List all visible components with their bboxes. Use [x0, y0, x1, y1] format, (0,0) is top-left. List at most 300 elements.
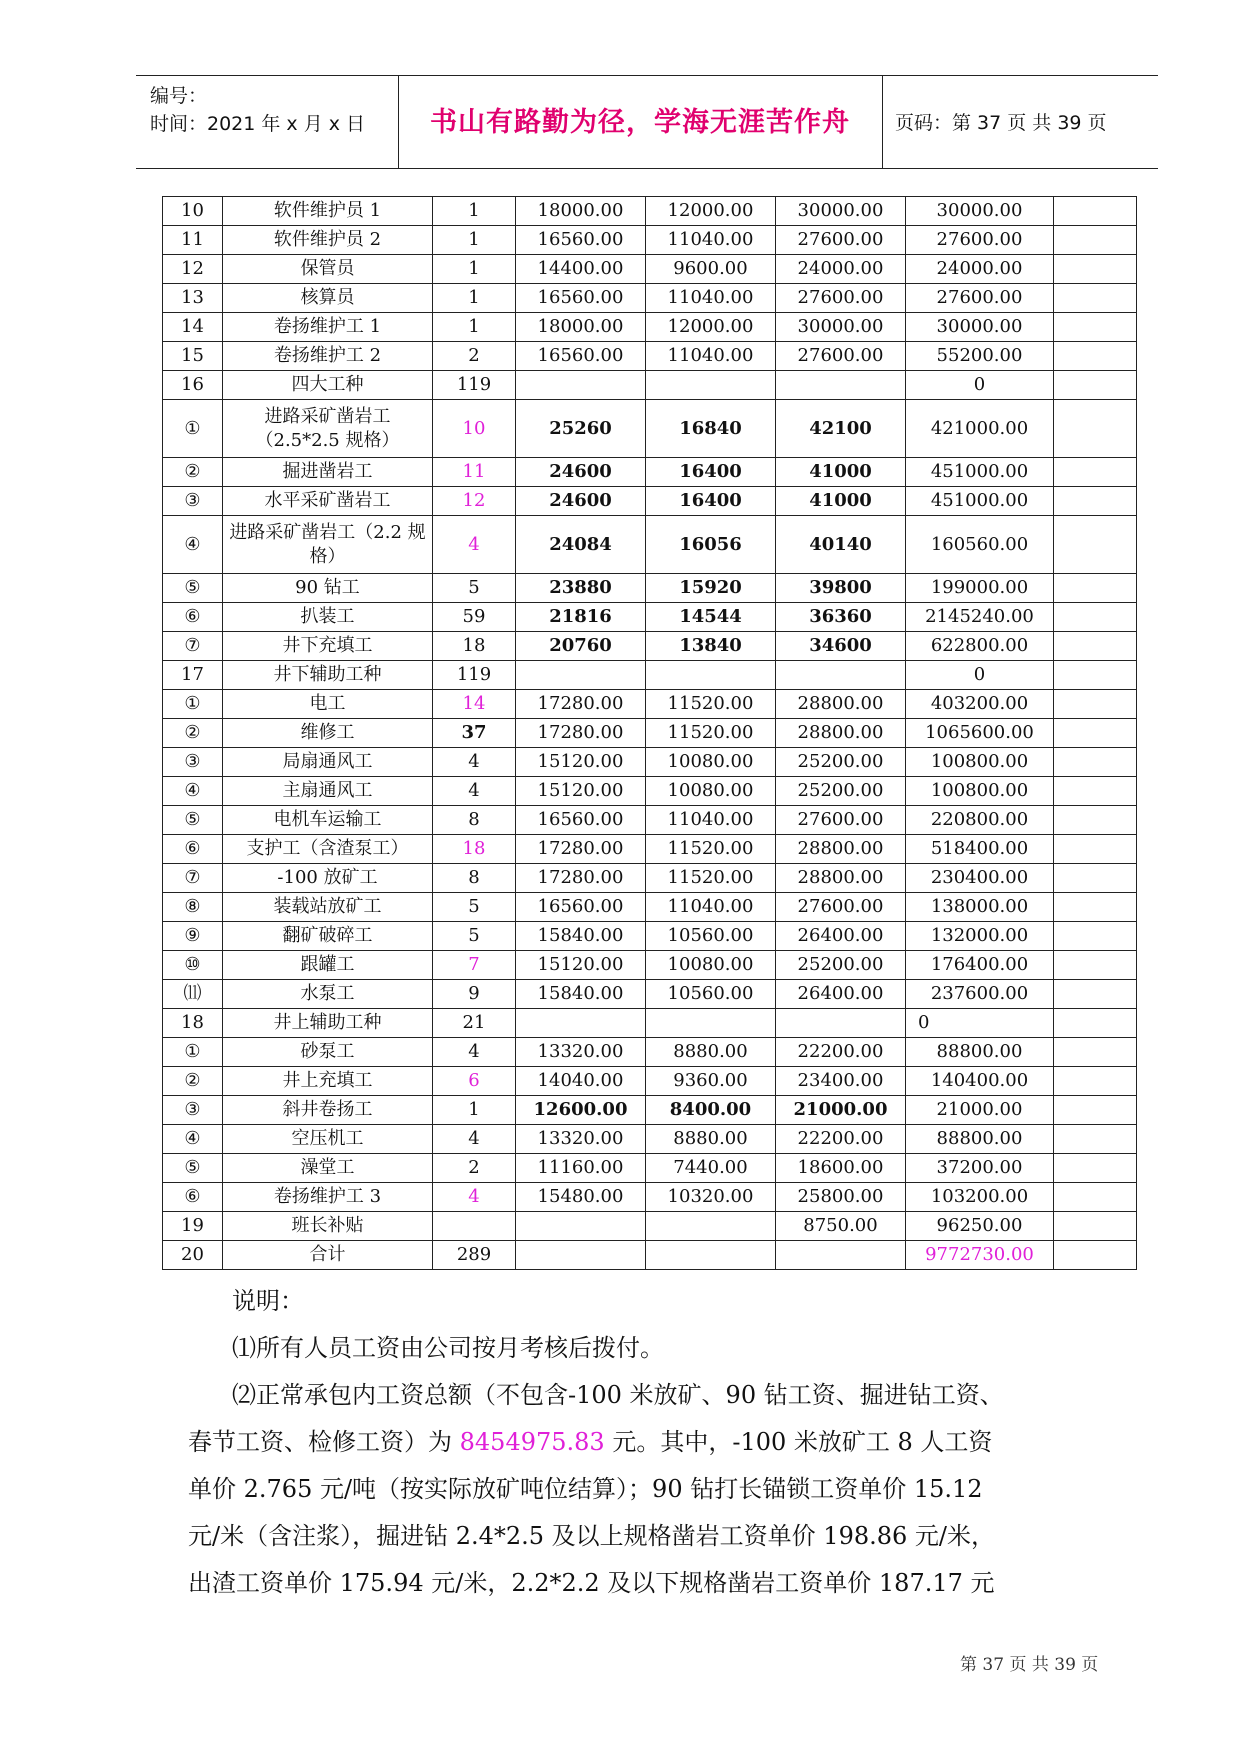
cell-index: ④: [163, 516, 223, 574]
cell-amount-c: 26400.00: [776, 980, 906, 1009]
cell-amount-b: 7440.00: [646, 1154, 776, 1183]
cell-index: ①: [163, 1038, 223, 1067]
header-divider-right: [882, 75, 883, 168]
cell-name: 水平采矿凿岩工: [223, 487, 433, 516]
cell-name: 维修工: [223, 719, 433, 748]
cell-amount-a: 15120.00: [516, 777, 646, 806]
cell-name: 砂泵工: [223, 1038, 433, 1067]
note-item-2-line-5: 出渣工资单价 175.94 元/米，2.2*2.2 及以下规格凿岩工资单价 187.17 元: [188, 1569, 995, 1597]
table-row: [163, 284, 1137, 313]
header-page-label: 页码：第 37 页 共 39 页: [895, 112, 1107, 134]
cell-amount-c: 28800.00: [776, 864, 906, 893]
cell-amount-c: 22200.00: [776, 1125, 906, 1154]
cell-amount-c: 26400.00: [776, 922, 906, 951]
cell-amount-c: 23400.00: [776, 1067, 906, 1096]
cell-amount-c: 25200.00: [776, 748, 906, 777]
cell-amount-b: 16400: [646, 458, 776, 487]
cell-amount-b: 11040.00: [646, 342, 776, 371]
cell-amount-a: 20760: [516, 632, 646, 661]
table-row: [163, 371, 1137, 400]
cell-count: 4: [433, 516, 516, 574]
cell-amount-c: 21000.00: [776, 1096, 906, 1125]
cell-name: 井上充填工: [223, 1067, 433, 1096]
table-row: [163, 632, 1137, 661]
cell-amount-c: 41000: [776, 487, 906, 516]
cell-remark: [1054, 1241, 1137, 1270]
cell-index: 19: [163, 1212, 223, 1241]
cell-amount-a: 16560.00: [516, 806, 646, 835]
header-divider-left: [398, 75, 399, 168]
table-row: [163, 1183, 1137, 1212]
cell-amount-c: 22200.00: [776, 1038, 906, 1067]
cell-name: 澡堂工: [223, 1154, 433, 1183]
cell-amount-c: 30000.00: [776, 313, 906, 342]
cell-amount-b: 11520.00: [646, 690, 776, 719]
table-row: [163, 487, 1137, 516]
cell-count: 1: [433, 313, 516, 342]
header-bottom-rule: [136, 168, 1158, 169]
cell-count: 4: [433, 1183, 516, 1212]
cell-amount-a: 25260: [516, 400, 646, 458]
cell-index: ④: [163, 777, 223, 806]
cell-amount-c: 25800.00: [776, 1183, 906, 1212]
cell-amount-a: 21816: [516, 603, 646, 632]
cell-index: ⑤: [163, 1154, 223, 1183]
cell-amount-c: 28800.00: [776, 719, 906, 748]
note-text: 元。其中，-100 米放矿工 8 人工资: [604, 1428, 993, 1456]
table-row: [163, 458, 1137, 487]
cell-remark: [1054, 1038, 1137, 1067]
cell-remark: [1054, 197, 1137, 226]
header-top-rule: [136, 75, 1158, 76]
cell-index: ⑧: [163, 893, 223, 922]
table-row: [163, 951, 1137, 980]
cell-count: 8: [433, 864, 516, 893]
cell-index: ②: [163, 719, 223, 748]
cell-count: 2: [433, 1154, 516, 1183]
cell-remark: [1054, 1067, 1137, 1096]
cell-amount-c: 39800: [776, 574, 906, 603]
cell-amount-b: 8880.00: [646, 1125, 776, 1154]
cell-remark: [1054, 777, 1137, 806]
cell-amount-b: 14544: [646, 603, 776, 632]
table-row: [163, 1212, 1137, 1241]
cell-name: 局扇通风工: [223, 748, 433, 777]
cell-name: 装载站放矿工: [223, 893, 433, 922]
cell-amount-c: 25200.00: [776, 777, 906, 806]
cell-amount-b: 11520.00: [646, 835, 776, 864]
cell-remark: [1054, 1154, 1137, 1183]
cell-name: 进路采矿凿岩工（2.5*2.5 规格）: [223, 400, 433, 458]
table-row: [163, 922, 1137, 951]
table-row: [163, 574, 1137, 603]
cell-count: 59: [433, 603, 516, 632]
cell-total: 622800.00: [906, 632, 1054, 661]
cell-count: 4: [433, 1038, 516, 1067]
cell-remark: [1054, 574, 1137, 603]
cell-total: 518400.00: [906, 835, 1054, 864]
cell-count: 1: [433, 284, 516, 313]
cell-name: 卷扬维护工 2: [223, 342, 433, 371]
table-row: [163, 777, 1137, 806]
cell-index: 13: [163, 284, 223, 313]
cell-index: 10: [163, 197, 223, 226]
table-row: [163, 893, 1137, 922]
cell-index: 12: [163, 255, 223, 284]
cell-remark: [1054, 516, 1137, 574]
cell-count: 37: [433, 719, 516, 748]
cell-amount-a: 18000.00: [516, 197, 646, 226]
cell-name: 卷扬维护工 3: [223, 1183, 433, 1212]
cell-amount-a: 15120.00: [516, 748, 646, 777]
cell-name: 空压机工: [223, 1125, 433, 1154]
cell-total: 21000.00: [906, 1096, 1054, 1125]
cell-name: 四大工种: [223, 371, 433, 400]
cell-amount-c: 36360: [776, 603, 906, 632]
cell-total: 96250.00: [906, 1212, 1054, 1241]
cell-amount-b: 11040.00: [646, 226, 776, 255]
cell-name: 水泵工: [223, 980, 433, 1009]
cell-count: 289: [433, 1241, 516, 1270]
table-row: [163, 1241, 1137, 1270]
note-item-2-line-3: 单价 2.765 元/吨（按实际放矿吨位结算）；90 钻打长锚锁工资单价 15.12: [188, 1475, 983, 1503]
cell-count: 1: [433, 255, 516, 284]
cell-amount-c: 28800.00: [776, 835, 906, 864]
cell-name: 掘进凿岩工: [223, 458, 433, 487]
cell-count: 5: [433, 922, 516, 951]
header-motto: 书山有路勤为径，学海无涯苦作舟: [430, 107, 850, 138]
cell-name: 核算员: [223, 284, 433, 313]
cell-count: 4: [433, 748, 516, 777]
cell-name: 支护工（含渣泵工）: [223, 835, 433, 864]
cell-amount-b: 10080.00: [646, 777, 776, 806]
cell-amount-b: 11040.00: [646, 893, 776, 922]
cell-amount-b: 12000.00: [646, 197, 776, 226]
cell-count: [433, 1212, 516, 1241]
cell-index: ②: [163, 458, 223, 487]
cell-name: 班长补贴: [223, 1212, 433, 1241]
cell-count: 1: [433, 226, 516, 255]
cell-total: 237600.00: [906, 980, 1054, 1009]
table-row: [163, 864, 1137, 893]
cell-remark: [1054, 400, 1137, 458]
notes-section: [188, 1278, 1138, 1607]
cell-count: 7: [433, 951, 516, 980]
cell-count: 14: [433, 690, 516, 719]
cell-amount-c: 42100: [776, 400, 906, 458]
cell-amount-b: 9600.00: [646, 255, 776, 284]
cell-index: ①: [163, 400, 223, 458]
cell-amount-a: [516, 661, 646, 690]
cell-count: 4: [433, 777, 516, 806]
cell-amount-a: 18000.00: [516, 313, 646, 342]
note-item-2-line-1: ⑵正常承包内工资总额（不包含-100 米放矿、90 钻工资、掘进钻工资、: [232, 1381, 1004, 1409]
cell-amount-a: 15840.00: [516, 922, 646, 951]
cell-index: ⑦: [163, 864, 223, 893]
cell-amount-c: 41000: [776, 458, 906, 487]
cell-total: 88800.00: [906, 1038, 1054, 1067]
table-row: [163, 719, 1137, 748]
cell-amount-a: 15840.00: [516, 980, 646, 1009]
note-item-1: ⑴所有人员工资由公司按月考核后拨付。: [232, 1334, 664, 1362]
cell-amount-b: 16056: [646, 516, 776, 574]
cell-count: 21: [433, 1009, 516, 1038]
cell-name: 跟罐工: [223, 951, 433, 980]
cell-remark: [1054, 487, 1137, 516]
note-item-2-line-2: [188, 1419, 1138, 1466]
cell-amount-b: 11520.00: [646, 864, 776, 893]
cell-amount-c: 40140: [776, 516, 906, 574]
cell-count: 2: [433, 342, 516, 371]
cell-remark: [1054, 603, 1137, 632]
cell-count: 10: [433, 400, 516, 458]
table-row: [163, 661, 1137, 690]
cell-total: 27600.00: [906, 284, 1054, 313]
cell-remark: [1054, 313, 1137, 342]
note-item-2-line-4: 元/米（含注浆），掘进钻 2.4*2.5 及以上规格凿岩工资单价 198.86 元/米，: [188, 1522, 995, 1550]
cell-amount-c: 27600.00: [776, 226, 906, 255]
cell-total: 140400.00: [906, 1067, 1054, 1096]
cell-name: 扒装工: [223, 603, 433, 632]
table-row: [163, 197, 1137, 226]
cell-amount-a: [516, 1241, 646, 1270]
time-label: 时间：2021 年 x 月 x 日: [150, 113, 366, 135]
cell-total: 160560.00: [906, 516, 1054, 574]
cell-total: 30000.00: [906, 197, 1054, 226]
cell-index: 18: [163, 1009, 223, 1038]
cell-amount-a: 14040.00: [516, 1067, 646, 1096]
cell-amount-b: [646, 371, 776, 400]
cell-index: ⑾: [163, 980, 223, 1009]
cell-count: 9: [433, 980, 516, 1009]
cell-name: 合计: [223, 1241, 433, 1270]
cell-remark: [1054, 893, 1137, 922]
cell-count: 11: [433, 458, 516, 487]
cell-total: 30000.00: [906, 313, 1054, 342]
cell-total: 403200.00: [906, 690, 1054, 719]
cell-remark: [1054, 458, 1137, 487]
cell-count: 119: [433, 371, 516, 400]
cell-total: 100800.00: [906, 748, 1054, 777]
cell-amount-c: [776, 1241, 906, 1270]
cell-amount-a: 23880: [516, 574, 646, 603]
cell-total: 37200.00: [906, 1154, 1054, 1183]
cell-amount-b: 11040.00: [646, 806, 776, 835]
cell-remark: [1054, 951, 1137, 980]
cell-index: 16: [163, 371, 223, 400]
cell-amount-a: 16560.00: [516, 226, 646, 255]
cell-count: 6: [433, 1067, 516, 1096]
cell-name: 软件维护员 1: [223, 197, 433, 226]
table-row: [163, 1009, 1137, 1038]
cell-name: 翻矿破碎工: [223, 922, 433, 951]
cell-amount-c: 30000.00: [776, 197, 906, 226]
cell-remark: [1054, 719, 1137, 748]
cell-amount-a: 17280.00: [516, 835, 646, 864]
cell-index: ①: [163, 690, 223, 719]
cell-index: 14: [163, 313, 223, 342]
cell-remark: [1054, 690, 1137, 719]
cell-remark: [1054, 980, 1137, 1009]
cell-amount-b: 10560.00: [646, 922, 776, 951]
note-highlight-amount: 8454975.83: [459, 1428, 605, 1456]
cell-count: 5: [433, 893, 516, 922]
cell-amount-a: 16560.00: [516, 342, 646, 371]
cell-remark: [1054, 1183, 1137, 1212]
cell-amount-b: 16840: [646, 400, 776, 458]
cell-total: 24000.00: [906, 255, 1054, 284]
cell-name: 井上辅助工种: [223, 1009, 433, 1038]
cell-amount-c: 25200.00: [776, 951, 906, 980]
cell-amount-a: 14400.00: [516, 255, 646, 284]
table-row: [163, 748, 1137, 777]
cell-amount-b: 10080.00: [646, 748, 776, 777]
cell-remark: [1054, 1212, 1137, 1241]
table-row: [163, 400, 1137, 458]
cell-total: 100800.00: [906, 777, 1054, 806]
cell-name: 井下充填工: [223, 632, 433, 661]
cell-remark: [1054, 1096, 1137, 1125]
cell-amount-c: 27600.00: [776, 342, 906, 371]
cell-name: 卷扬维护工 1: [223, 313, 433, 342]
cell-amount-a: 13320.00: [516, 1125, 646, 1154]
table-row: [163, 1038, 1137, 1067]
cell-total: 132000.00: [906, 922, 1054, 951]
cell-amount-c: 24000.00: [776, 255, 906, 284]
table-row: [163, 516, 1137, 574]
cell-amount-b: 10080.00: [646, 951, 776, 980]
cell-total: 421000.00: [906, 400, 1054, 458]
cell-count: 5: [433, 574, 516, 603]
cell-name: -100 放矿工: [223, 864, 433, 893]
cell-amount-a: 24600: [516, 458, 646, 487]
table-row: [163, 255, 1137, 284]
table-row: [163, 603, 1137, 632]
cell-amount-a: [516, 371, 646, 400]
cell-amount-a: 15120.00: [516, 951, 646, 980]
cell-total: 138000.00: [906, 893, 1054, 922]
cell-count: 1: [433, 1096, 516, 1125]
cell-index: 20: [163, 1241, 223, 1270]
cell-count: 18: [433, 835, 516, 864]
cell-remark: [1054, 661, 1137, 690]
cell-amount-a: 24600: [516, 487, 646, 516]
cell-index: ⑤: [163, 574, 223, 603]
cell-index: 15: [163, 342, 223, 371]
cell-index: ⑥: [163, 835, 223, 864]
cell-amount-b: 12000.00: [646, 313, 776, 342]
cell-count: 1: [433, 197, 516, 226]
cell-index: ③: [163, 748, 223, 777]
cell-remark: [1054, 922, 1137, 951]
cell-amount-a: 17280.00: [516, 690, 646, 719]
table-row: [163, 313, 1137, 342]
cell-total: 1065600.00: [906, 719, 1054, 748]
cell-name: 软件维护员 2: [223, 226, 433, 255]
cell-total: 0: [906, 1009, 1054, 1038]
table-row: [163, 806, 1137, 835]
cell-amount-c: 27600.00: [776, 284, 906, 313]
cell-total: 199000.00: [906, 574, 1054, 603]
cell-index: ②: [163, 1067, 223, 1096]
cell-remark: [1054, 1009, 1137, 1038]
cell-index: ③: [163, 1096, 223, 1125]
cell-index: ⑨: [163, 922, 223, 951]
cell-name: 90 钻工: [223, 574, 433, 603]
cell-total: 55200.00: [906, 342, 1054, 371]
cell-remark: [1054, 835, 1137, 864]
note-text: 春节工资、检修工资）为: [188, 1428, 460, 1456]
cell-amount-a: 12600.00: [516, 1096, 646, 1125]
cell-amount-b: [646, 661, 776, 690]
cell-amount-a: [516, 1212, 646, 1241]
cell-count: 8: [433, 806, 516, 835]
cell-total: 27600.00: [906, 226, 1054, 255]
cell-index: ⑩: [163, 951, 223, 980]
cell-amount-a: 16560.00: [516, 893, 646, 922]
cell-amount-b: 8880.00: [646, 1038, 776, 1067]
cell-remark: [1054, 255, 1137, 284]
table-row: [163, 1154, 1137, 1183]
cell-amount-c: 8750.00: [776, 1212, 906, 1241]
cell-total: 2145240.00: [906, 603, 1054, 632]
cell-index: ⑥: [163, 1183, 223, 1212]
cell-amount-a: 15480.00: [516, 1183, 646, 1212]
cell-amount-a: 17280.00: [516, 864, 646, 893]
cell-name: 主扇通风工: [223, 777, 433, 806]
cell-amount-b: [646, 1212, 776, 1241]
cell-index: 11: [163, 226, 223, 255]
cell-total: 0: [906, 371, 1054, 400]
cell-amount-b: 9360.00: [646, 1067, 776, 1096]
cell-total: 88800.00: [906, 1125, 1054, 1154]
cell-remark: [1054, 806, 1137, 835]
cell-remark: [1054, 342, 1137, 371]
table-row: [163, 835, 1137, 864]
cell-remark: [1054, 864, 1137, 893]
cell-total: 9772730.00: [906, 1241, 1054, 1270]
cell-remark: [1054, 1125, 1137, 1154]
cell-index: ⑤: [163, 806, 223, 835]
table-row: [163, 1096, 1137, 1125]
cell-amount-c: 34600: [776, 632, 906, 661]
notes-title: 说明：: [232, 1287, 304, 1315]
cell-amount-b: 15920: [646, 574, 776, 603]
cell-amount-a: 24084: [516, 516, 646, 574]
cell-name: 保管员: [223, 255, 433, 284]
cell-amount-a: [516, 1009, 646, 1038]
cell-total: 451000.00: [906, 487, 1054, 516]
cell-total: 230400.00: [906, 864, 1054, 893]
cell-amount-a: 13320.00: [516, 1038, 646, 1067]
cell-index: ④: [163, 1125, 223, 1154]
cell-index: ⑦: [163, 632, 223, 661]
cell-remark: [1054, 748, 1137, 777]
cell-total: 451000.00: [906, 458, 1054, 487]
cell-amount-c: [776, 371, 906, 400]
cell-amount-a: 16560.00: [516, 284, 646, 313]
cell-remark: [1054, 226, 1137, 255]
cell-amount-b: 11040.00: [646, 284, 776, 313]
cell-amount-c: 28800.00: [776, 690, 906, 719]
cell-index: ③: [163, 487, 223, 516]
cell-amount-b: 10320.00: [646, 1183, 776, 1212]
table-row: [163, 1125, 1137, 1154]
cell-count: 12: [433, 487, 516, 516]
cell-amount-b: 13840: [646, 632, 776, 661]
cell-name: 斜井卷扬工: [223, 1096, 433, 1125]
cell-amount-a: 11160.00: [516, 1154, 646, 1183]
